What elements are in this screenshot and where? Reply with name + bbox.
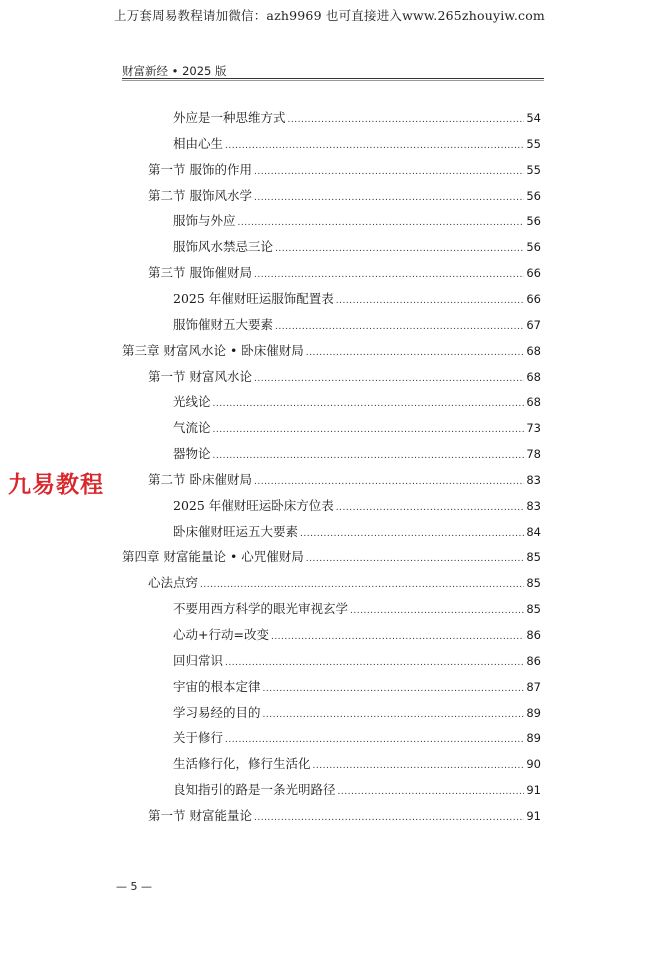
toc-entry: [173, 315, 541, 335]
toc-entry: [173, 625, 541, 645]
toc-entry-page: 55: [526, 137, 541, 151]
toc-entry-page: 56: [526, 240, 541, 254]
toc-entry-page: 86: [526, 654, 541, 668]
toc-entry-title: 第四章 财富能量论 • 心咒催财局: [122, 549, 304, 564]
toc-leader-dots: [225, 141, 524, 151]
toc-leader-dots: [263, 710, 525, 720]
toc-leader-dots: [254, 270, 524, 280]
toc-entry: [173, 754, 541, 774]
toc-entry-page: 67: [526, 318, 541, 332]
toc-leader-dots: [254, 193, 524, 203]
toc-entry-title: 第一节 服饰的作用: [148, 162, 252, 177]
watermark-logo: 九易教程: [8, 472, 104, 498]
toc-leader-dots: [213, 399, 525, 409]
toc-entry: [173, 780, 541, 800]
toc-leader-dots: [238, 218, 525, 228]
toc-entry-title: 心动+行动=改变: [173, 627, 269, 642]
toc-entry: [122, 341, 541, 361]
toc-entry-title: 2025 年催财旺运服饰配置表: [173, 291, 334, 306]
toc-leader-dots: [271, 632, 524, 642]
toc-entry-title: 光线论: [173, 394, 211, 409]
toc-entry-title: 外应是一种思维方式: [173, 110, 286, 125]
toc-entry: [148, 160, 541, 180]
toc-entry-page: 87: [526, 680, 541, 694]
toc-entry-title: 器物论: [173, 446, 211, 461]
toc-entry-page: 84: [526, 525, 541, 539]
toc-entry: [173, 703, 541, 723]
toc-entry-title: 良知指引的路是一条光明路径: [173, 782, 336, 797]
toc-entry-page: 89: [526, 706, 541, 720]
toc-entry: [173, 237, 541, 257]
toc-entry-page: 66: [526, 266, 541, 280]
toc-entry-title: 第一节 财富风水论: [148, 369, 252, 384]
toc-entry-page: 56: [526, 214, 541, 228]
toc-entry: [122, 547, 541, 567]
toc-entry-page: 89: [526, 731, 541, 745]
toc-entry: [148, 263, 541, 283]
toc-leader-dots: [254, 374, 524, 384]
toc-entry-page: 85: [526, 576, 541, 590]
toc-entry: [173, 522, 541, 542]
toc-leader-dots: [336, 503, 525, 513]
toc-entry: [173, 496, 541, 516]
toc-entry-page: 85: [526, 602, 541, 616]
toc-entry-page: 68: [526, 370, 541, 384]
page-number: — 5 —: [116, 880, 152, 893]
toc-entry-page: 66: [526, 292, 541, 306]
toc-leader-dots: [200, 580, 524, 590]
toc-entry-page: 85: [526, 550, 541, 564]
toc-entry-page: 56: [526, 189, 541, 203]
toc-entry-title: 第三章 财富风水论 • 卧床催财局: [122, 343, 304, 358]
toc-entry-title: 关于修行: [173, 730, 224, 745]
toc-entry: [173, 392, 541, 412]
toc-entry-page: 73: [526, 421, 541, 435]
toc-leader-dots: [254, 167, 524, 177]
toc-leader-dots: [275, 322, 524, 332]
running-head: 财富新经 • 2025 版: [122, 64, 227, 78]
toc-entry-page: 54: [526, 111, 541, 125]
toc-entry: [173, 444, 541, 464]
toc-entry: [173, 677, 541, 697]
toc-leader-dots: [306, 554, 525, 564]
toc-entry-page: 83: [526, 473, 541, 487]
toc-entry-page: 83: [526, 499, 541, 513]
header-banner: 上万套周易教程请加微信：azh9969 也可直接进入www.265zhouyiw.com: [114, 8, 545, 23]
toc-entry-title: 服饰风水禁忌三论: [173, 239, 274, 254]
toc-entry-page: 78: [526, 447, 541, 461]
toc-entry: [173, 651, 541, 671]
toc-leader-dots: [350, 606, 524, 616]
toc-entry-title: 2025 年催财旺运卧床方位表: [173, 498, 334, 513]
toc-entry-title: 学习易经的目的: [173, 705, 261, 720]
toc-leader-dots: [300, 529, 524, 539]
toc-entry-title: 卧床催财旺运五大要素: [173, 524, 299, 539]
toc-entry-page: 86: [526, 628, 541, 642]
toc-leader-dots: [275, 244, 524, 254]
toc-entry: [173, 728, 541, 748]
toc-leader-dots: [306, 348, 525, 358]
toc-entry-title: 回归常识: [173, 653, 224, 668]
toc-entry-title: 不要用西方科学的眼光审视玄学: [173, 601, 349, 616]
toc-entry-title: 心法点窍: [148, 575, 199, 590]
toc-entry-page: 91: [526, 809, 541, 823]
toc-leader-dots: [338, 787, 525, 797]
toc-entry-page: 55: [526, 163, 541, 177]
toc-leader-dots: [225, 658, 524, 668]
toc-entry-page: 90: [526, 757, 541, 771]
toc-entry-title: 第二节 卧床催财局: [148, 472, 252, 487]
toc-entry-page: 91: [526, 783, 541, 797]
toc-entry: [148, 806, 541, 826]
toc-entry-title: 生活修行化，修行生活化: [173, 756, 311, 771]
toc-entry: [148, 470, 541, 490]
toc-entry-title: 气流论: [173, 420, 211, 435]
toc-leader-dots: [313, 761, 525, 771]
toc-entry: [173, 108, 541, 128]
toc-entry: [148, 367, 541, 387]
toc-entry: [173, 211, 541, 231]
toc-entry-title: 第二节 服饰风水学: [148, 188, 252, 203]
toc-leader-dots: [288, 115, 525, 125]
toc-entry: [173, 418, 541, 438]
toc-entry-title: 宇宙的根本定律: [173, 679, 261, 694]
toc-entry-title: 服饰与外应: [173, 213, 236, 228]
toc-leader-dots: [336, 296, 525, 306]
toc-leader-dots: [254, 477, 524, 487]
toc-entry-title: 第三节 服饰催财局: [148, 265, 252, 280]
toc-entry-page: 68: [526, 344, 541, 358]
toc-leader-dots: [263, 684, 525, 694]
toc-entry: [173, 289, 541, 309]
toc-entry: [148, 573, 541, 593]
toc-entry: [148, 186, 541, 206]
toc-entry-title: 第一节 财富能量论: [148, 808, 252, 823]
toc-entry-title: 相由心生: [173, 136, 224, 151]
toc-leader-dots: [225, 735, 524, 745]
toc-entry-page: 68: [526, 395, 541, 409]
toc-leader-dots: [213, 451, 525, 461]
toc-entry: [173, 599, 541, 619]
toc-leader-dots: [254, 813, 524, 823]
toc-entry-title: 服饰催财五大要素: [173, 317, 274, 332]
toc-entry: [173, 134, 541, 154]
toc-leader-dots: [213, 425, 525, 435]
